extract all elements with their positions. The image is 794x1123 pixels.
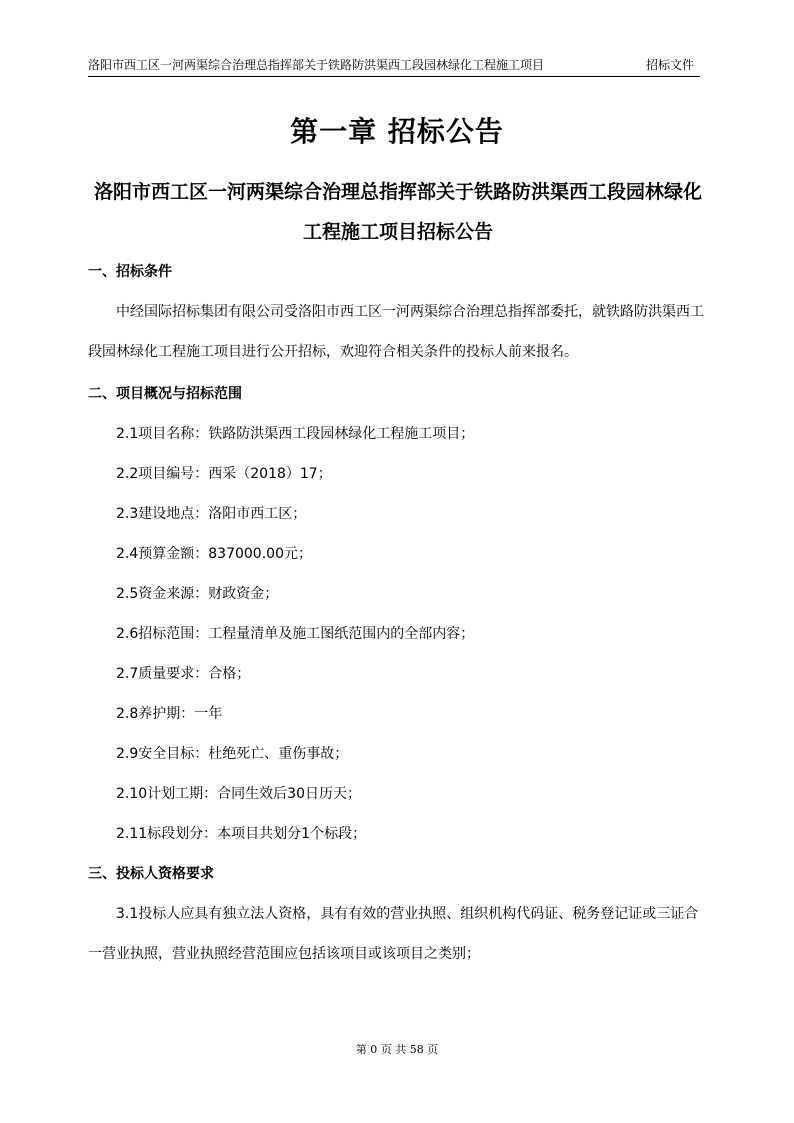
project-item: 2.8养护期：一年 bbox=[116, 706, 223, 722]
project-item: 2.11标段划分：本项目共划分1个标段； bbox=[116, 826, 367, 842]
notice-title: 洛阳市西工区一河两渠综合治理总指挥部关于铁路防洪渠西工段园林绿化工程施工项目招标公告 bbox=[93, 181, 702, 243]
header-document-type: 招标文件 bbox=[645, 58, 694, 72]
section-heading-project-overview: 二、项目概况与招标范围 bbox=[88, 386, 242, 402]
project-item: 2.4预算金额：837000.00元； bbox=[116, 546, 312, 562]
project-item: 2.7质量要求：合格； bbox=[116, 666, 251, 682]
section-heading-bidding-conditions: 一、招标条件 bbox=[88, 264, 172, 280]
running-header bbox=[88, 56, 700, 77]
project-item: 2.5资金来源：财政资金； bbox=[116, 586, 279, 602]
section-heading-bidder-qualifications: 三、投标人资格要求 bbox=[88, 866, 214, 882]
project-item: 2.3建设地点：洛阳市西工区； bbox=[116, 506, 307, 522]
bidder-qualifications-paragraph: 3.1投标人应具有独立法人资格，具有有效的营业执照、组织机构代码证、税务登记证或三证合一营业执照，营业执照经营范围应包括该项目或该项目之类别； bbox=[88, 906, 699, 962]
project-item: 2.6招标范围：工程量清单及施工图纸范围内的全部内容； bbox=[116, 626, 475, 642]
page-footer: 第 0 页 共 58 页 bbox=[355, 1043, 439, 1056]
chapter-title: 第一章 招标公告 bbox=[290, 115, 504, 148]
project-item: 2.10计划工期：合同生效后30日历天； bbox=[116, 786, 361, 802]
project-item: 2.9安全目标：杜绝死亡、重伤事故； bbox=[116, 746, 349, 762]
project-item: 2.2项目编号：西采（2018）17； bbox=[116, 466, 332, 482]
bidding-conditions-paragraph: 中经国际招标集团有限公司受洛阳市西工区一河两渠综合治理总指挥部委托，就铁路防洪渠西工段园林绿化工程施工项目进行公开招标，欢迎符合相关条件的投标人前来报名。 bbox=[88, 304, 704, 360]
header-project-name: 洛阳市西工区一河两渠综合治理总指挥部关于铁路防洪渠西工段园林绿化工程施工项目 bbox=[88, 58, 545, 72]
project-item: 2.1项目名称：铁路防洪渠西工段园林绿化工程施工项目； bbox=[116, 426, 475, 442]
